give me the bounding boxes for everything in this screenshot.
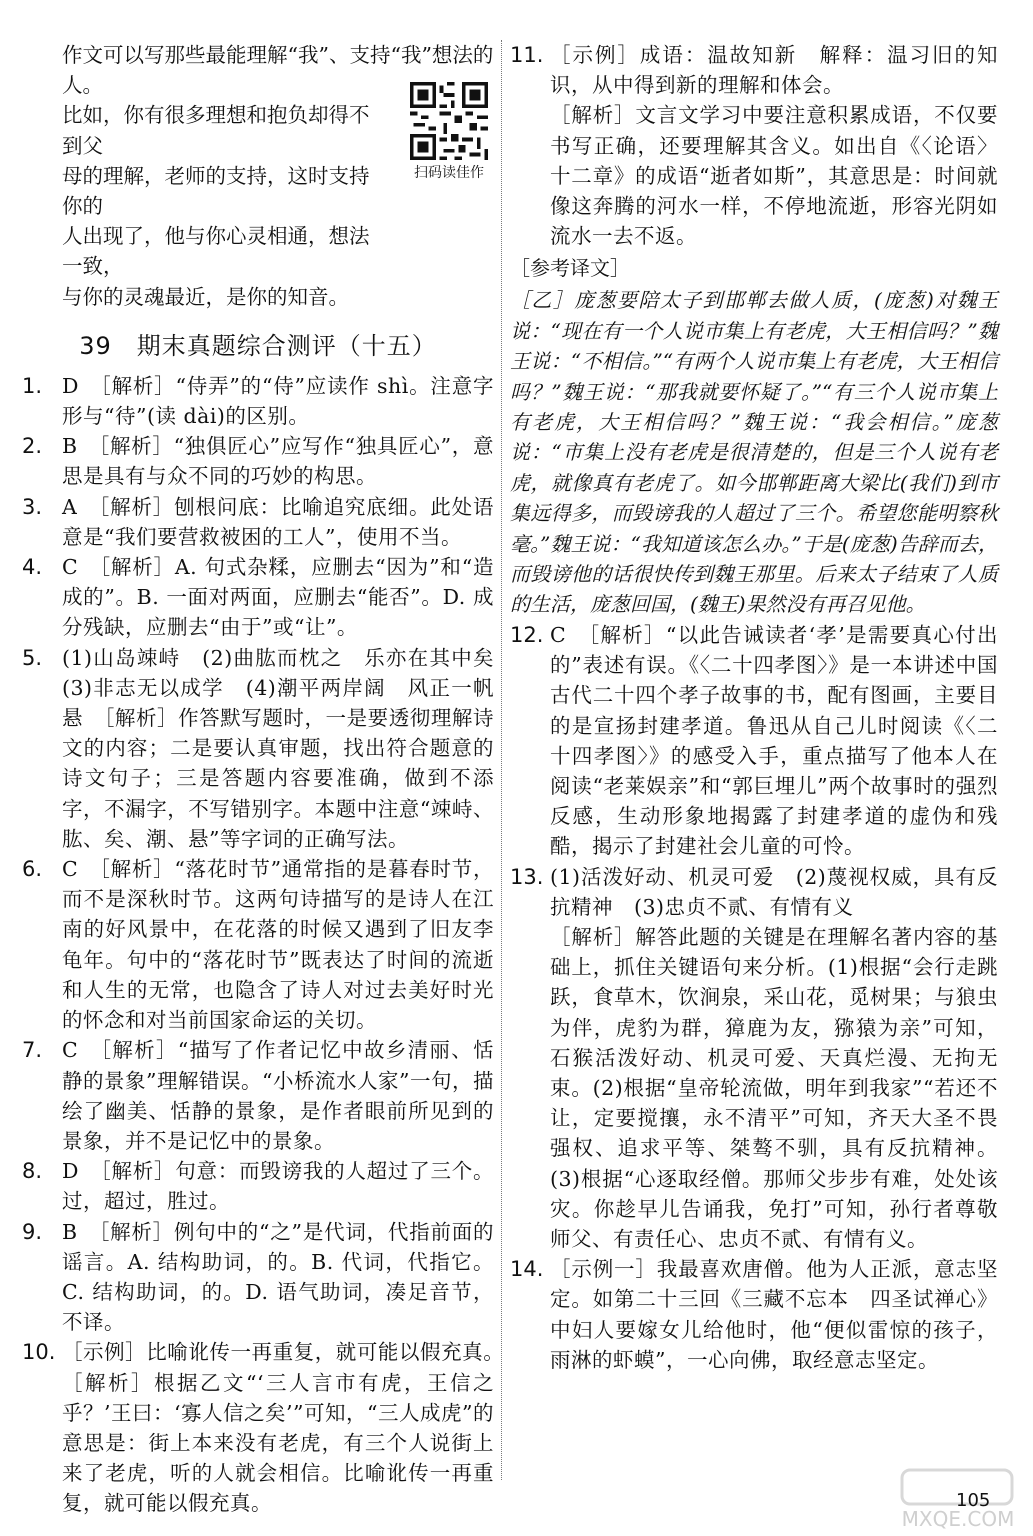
section-title: 39 期末真题综合测评（十五） [79, 331, 437, 360]
question-answer: D ［解析］句意：而毁谤我的人超过了三个。过，超过，胜过。 [62, 1159, 494, 1214]
question-item [22, 1156, 494, 1216]
question-answer: B ［解析］例句中的“之”是代词，代指前面的谣言。A. 结构助词，的。B. 代词，代指它。C. 结构助词，的。D. 语气助词，凑足音节，不译。 [62, 1219, 494, 1335]
question-answer: C ［解析］“以此告诫读者‘孝’是需要真心付出的”表述有误。《〈二十四孝图〉》是一本讲述中国古代二十四个孝子故事的书，配有图画，主要目的是宣扬封建孝道。鲁迅从自己儿时阅读《〈二十四孝图〉》的感受入手，重点描写了他本人在阅读“老莱娱亲”和“郭巨埋儿”两个故事时的强烈反感，生动形象地揭露了封建孝道的虚伪和残酷，揭示了封建社会儿童的可怜。 [550, 622, 998, 859]
intro-block [22, 40, 494, 312]
intro-line-1: 作文可以写那些最能理解“我”、支持“我”想法的人。 [62, 43, 494, 98]
question-item [22, 431, 494, 491]
question-number: 3. [22, 494, 43, 519]
reference-translation-label: ［参考译文］ [510, 256, 630, 281]
page-number: 105 [956, 1490, 991, 1511]
intro-line-2: 比如，你有很多理想和抱负却得不到父 [62, 103, 370, 158]
question-number: 5. [22, 645, 43, 670]
question-answer: C ［解析］A. 句式杂糅，应删去“因为”和“造成的”。B. 一面对两面，应删去“能否”。D. 成分残缺，应删去“由于”或“让”。 [62, 555, 494, 640]
question-item [22, 1217, 494, 1338]
question-number: 11. [510, 43, 544, 67]
question-answer: ［示例］比喻讹传一再重复，就可能以假充真。 ［解析］根据乙文“‘三人言市有虎，王信之乎？’王曰：‘寡人信之矣’”可知，“三人成虎”的意思是：街上本来没有老虎，有三个人说街上来了老虎，听的人就会相信。比喻讹传一再重复，就可能以假充真。 [62, 1340, 515, 1516]
question-answer: A ［解析］刨根问底：比喻追究底细。此处语意是“我们要营救被困的工人”，使用不当。 [62, 494, 494, 549]
question-number: 14. [510, 1257, 544, 1282]
question-item [510, 620, 998, 862]
qr-code-block [406, 82, 492, 182]
question-number: 1. [22, 373, 43, 398]
question-item [510, 862, 998, 1255]
question-number: 8. [22, 1159, 43, 1184]
question-number: 7. [22, 1038, 43, 1063]
question-item [22, 492, 494, 552]
question-number: 6. [22, 857, 43, 882]
question-item [510, 40, 998, 251]
question-answer: B ［解析］“独俱匠心”应写作“独具匠心”，意思是具有与众不同的巧妙的构思。 [62, 434, 494, 489]
question-number: 2. [22, 434, 43, 459]
question-item [510, 1254, 998, 1375]
question-number: 13. [510, 864, 544, 889]
question-answer: ［示例］成语：温故知新 解释：温习旧的知识，从中得到新的理解和体会。 [550, 43, 998, 98]
reference-translation: ［乙］庞葱要陪太子到邯郸去做人质，(庞葱)对魏王说：“现在有一个人说市集上有老虎，大王相信吗？”魏王说：“不相信。”“有两个人说市集上有老虎，大王相信吗？”魏王说：“那我就要怀疑了。”“有三个人说市集上有老虎，大王相信吗？”魏王说：“我会相信。”庞葱说：“市集上没有老虎是很清楚的，但是三个人说有老虎，就像真有老虎了。如今邯郸距离大梁比(我们)到市集远得多，而毁谤我的人超过了三个。希望您能明察秋毫。”魏王说：“我知道该怎么办。”于是(庞葱)告辞而去，而毁谤他的话很快传到魏王那里。后来太子结束了人质的生活，庞葱回国，(魏王)果然没有再召见他。 [510, 288, 998, 617]
question-number: 12. [510, 622, 544, 647]
question-analysis: ［解析］解答此题的关键是在理解名著内容的基础上，抓住关键语句来分析。(1)根据“会行走跳跃，食草木，饮涧泉，采山花，觅树果；与狼虫为伴，虎豹为群，獐鹿为友，猕猿为亲”可知，石猴活泼好动、机灵可爱、天真烂漫、无拘无束。(2)根据“皇帝轮流做，明年到我家”“若还不让，定要搅攘，永不清平”可知，齐天大圣不畏强权、追求平等、桀骜不驯，具有反抗精神。(3)根据“心逐取经僧。那师父步步有难，处处该灾。你趁早儿告诵我，免打”可知，孙行者尊敬师父、有责任心、忠贞不贰、有情有义。 [550, 924, 998, 1251]
question-item [22, 643, 515, 854]
watermark-text: MXQE.COM [901, 1507, 1015, 1531]
question-answer: C ［解析］“落花时节”通常指的是暮春时节，而不是深秋时节。这两句诗描写的是诗人在江南的好风景中，在花落的时候又遇到了旧友李龟年。句中的“落花时节”既表达了时间的流逝和人生的无常，也隐含了诗人对过去美好时光的怀念和对当前国家命运的关切。 [62, 857, 494, 1033]
question-analysis: ［解析］文言文学习中要注意积累成语，不仅要书写正确，还要理解其含义。如出自《〈论语〉十二章》的成语“逝者如斯”，其意思是：时间就像这奔腾的河水一样，不停地流逝，形容光阴如流水一去不返。 [550, 103, 998, 249]
question-item [22, 1337, 515, 1518]
column-divider [501, 40, 502, 1480]
question-answer: C ［解析］“描写了作者记忆中故乡清丽、恬静的景象”理解错误。“小桥流水人家”一句，描绘了幽美、恬静的景象，是作者眼前所见到的景象，并不是记忆中的景象。 [62, 1038, 494, 1153]
question-answer: (1)山岛竦峙 (2)曲肱而枕之 乐亦在其中矣 (3)非志无以成学 (4)潮平两岸阔 风正一帆悬 ［解析］作答默写题时，一是要透彻理解诗文的内容；二是要认真审题，找出符合题意的诗文句子；三是答题内容要准确，做到不添字，不漏字，不写错别字。本题中注意“竦峙、肱、矣、潮、悬”等字词的正确写法。 [62, 645, 515, 851]
question-answer: ［示例一］我最喜欢唐僧。他为人正派，意志坚定。如第二十三回《三藏不忘本 四圣试禅心》中妇人要嫁女儿给他时，他“便似雷惊的孩子，雨淋的虾蟆”，一心向佛，取经意志坚定。 [550, 1257, 998, 1372]
question-number: 10. [22, 1340, 56, 1365]
question-item [22, 371, 494, 431]
intro-line-4: 人出现了，他与你心灵相通，想法一致， [62, 224, 370, 279]
question-answer: (1)活泼好动、机灵可爱 (2)蔑视权威，具有反抗精神 (3)忠贞不贰、有情有义 [550, 864, 998, 919]
left-questions [22, 371, 515, 1519]
question-item [22, 552, 494, 643]
question-item [22, 1035, 494, 1156]
intro-line-5: 与你的灵魂最近，是你的知音。 [62, 284, 349, 309]
qr-code-icon [410, 82, 488, 160]
qr-caption: 扫码读佳作 [414, 165, 484, 181]
left-column [22, 40, 515, 1519]
question-number: 4. [22, 555, 43, 580]
intro-line-3: 母的理解，老师的支持，这时支持你的 [62, 163, 370, 219]
question-number: 9. [22, 1219, 43, 1244]
right-column [510, 40, 998, 1375]
question-item [22, 854, 494, 1035]
question-answer: D ［解析］“侍弄”的“侍”应读作 shì。注意字形与“待”(读 dài)的区别。 [62, 373, 494, 429]
